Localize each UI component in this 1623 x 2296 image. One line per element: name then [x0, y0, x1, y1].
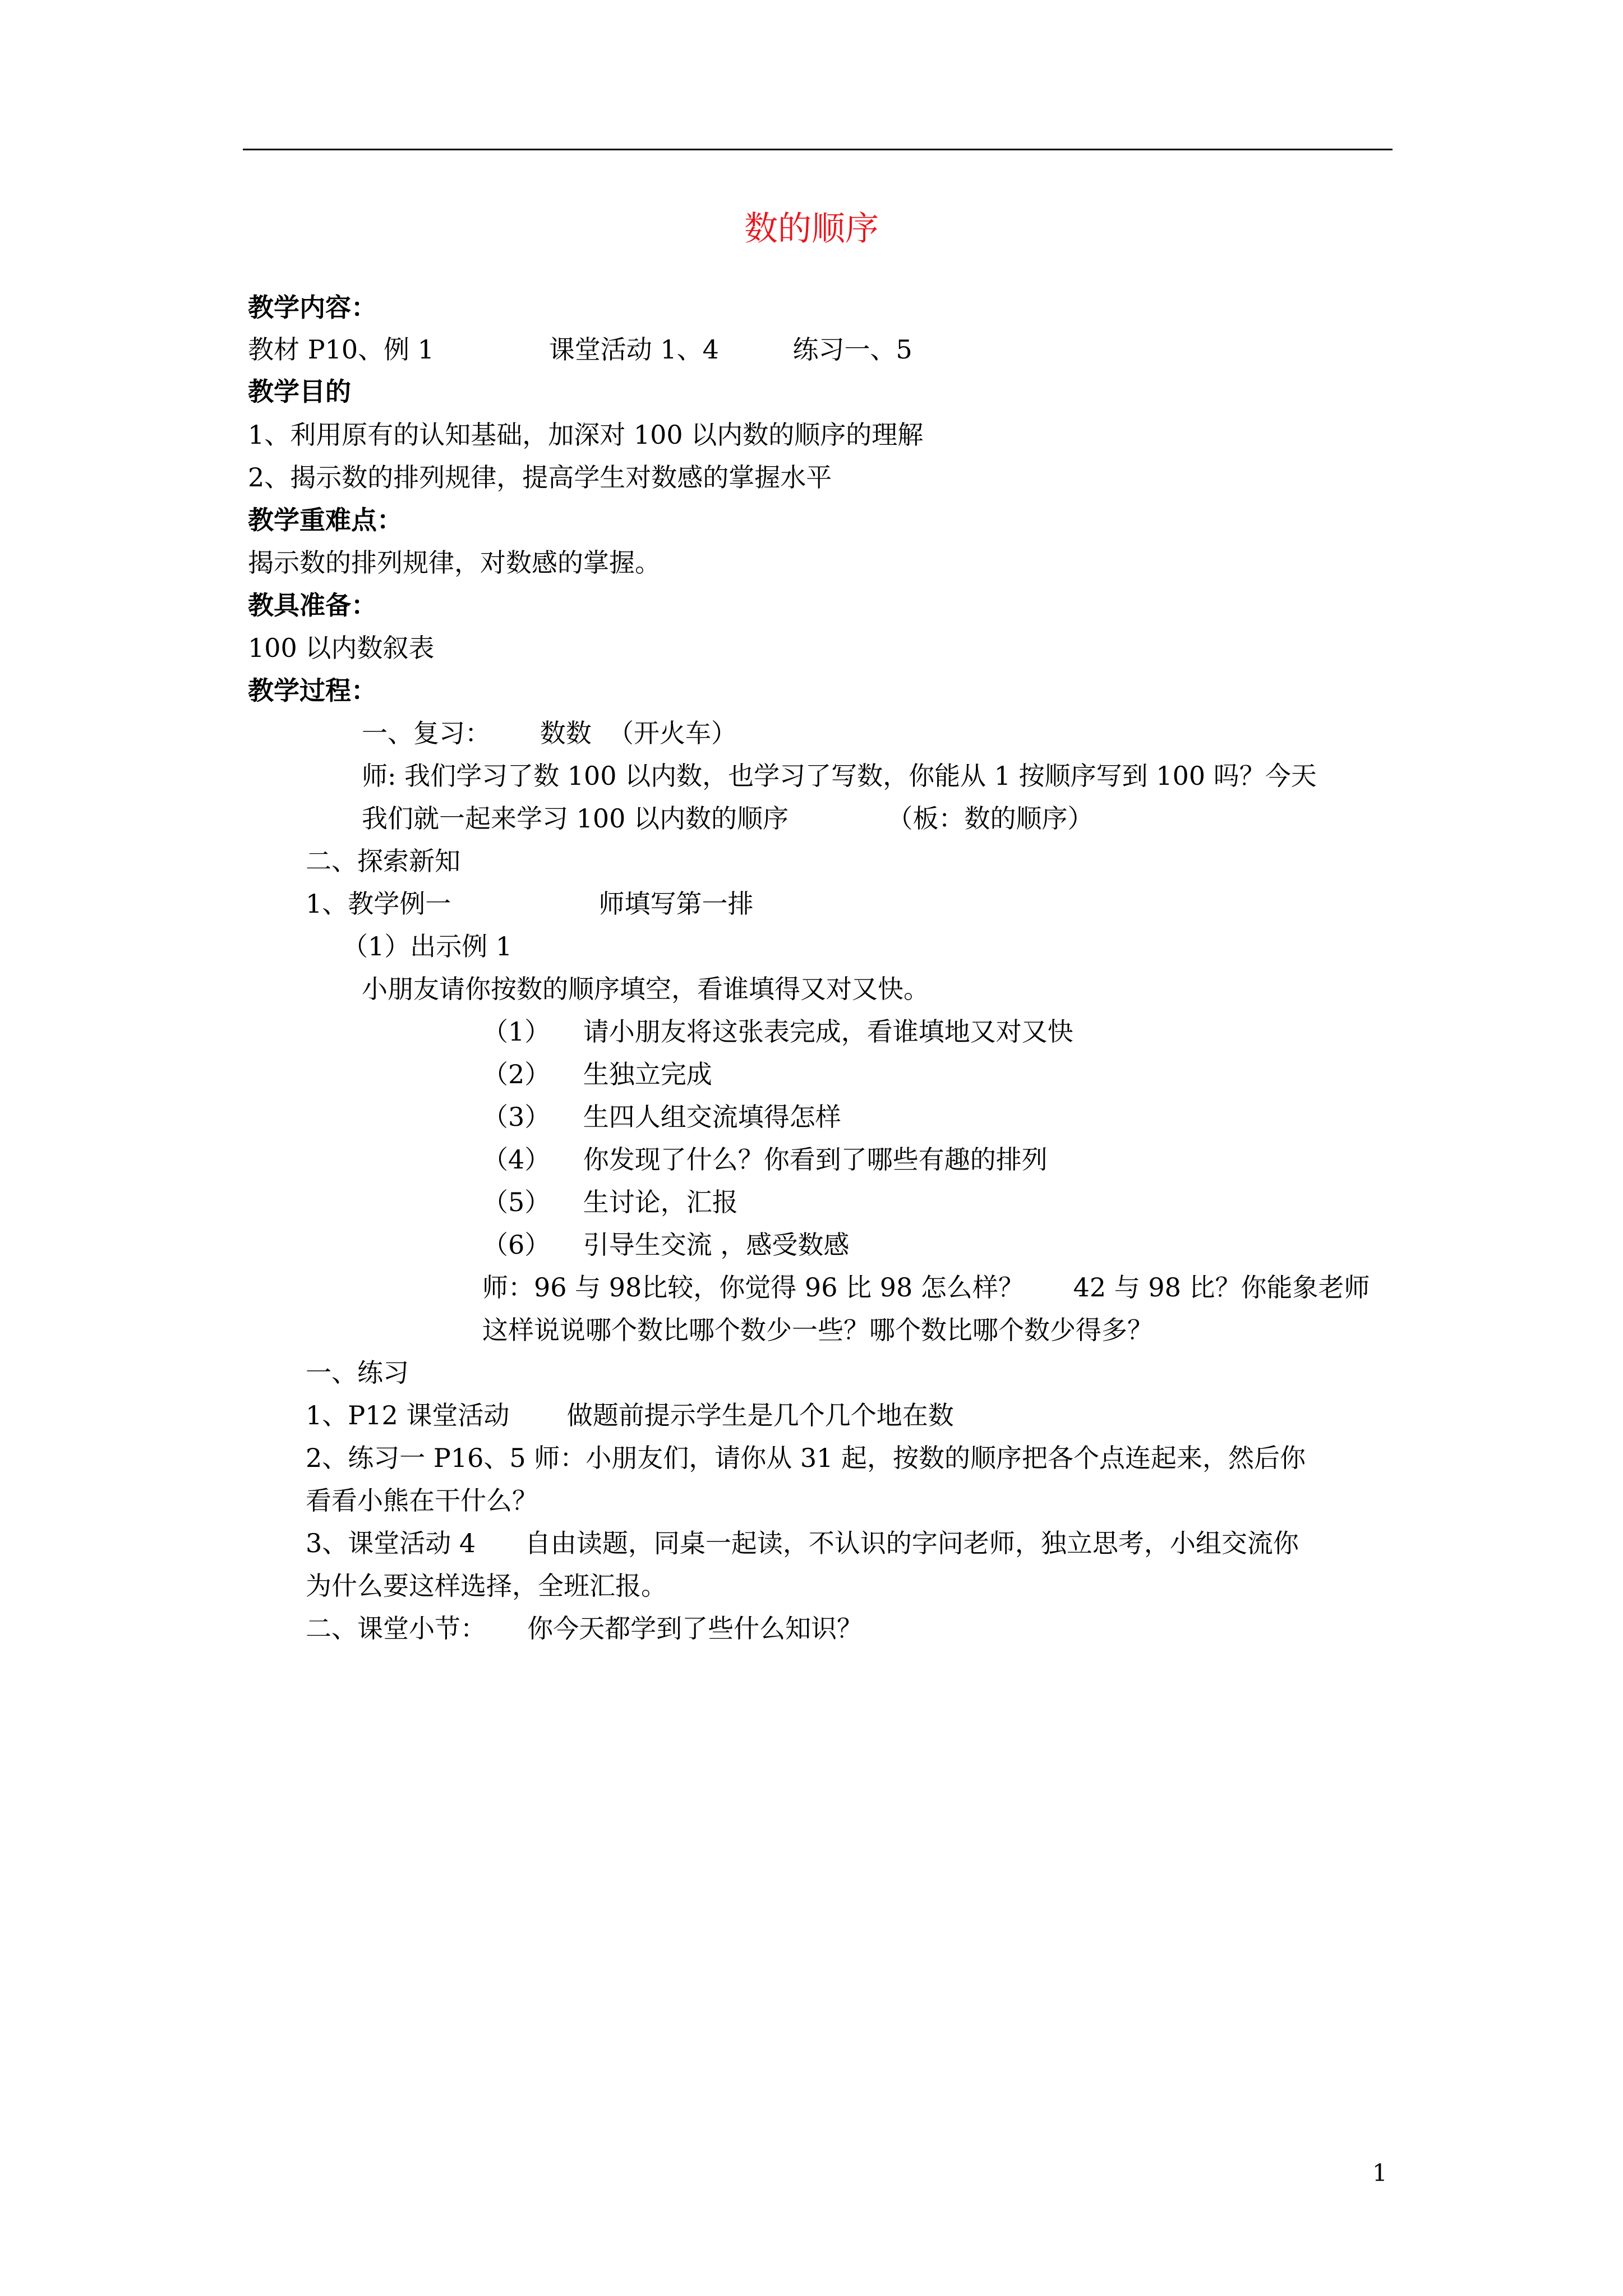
- text-line: （1） 请小朋友将这张表完成，看谁填地又对又快: [482, 1016, 1073, 1047]
- text-line: （6） 引导生交流 ，感受数感: [482, 1230, 850, 1260]
- text-line: 1、利用原有的认知基础，加深对 100 以内数的顺序的理解: [248, 420, 924, 450]
- document-title: 数的顺序: [744, 209, 879, 249]
- text-line: 小朋友请你按数的顺序填空，看谁填得又对又快。: [362, 974, 929, 1004]
- text-line: 教具准备：: [248, 590, 377, 620]
- text-line: （3） 生四人组交流填得怎样: [482, 1102, 841, 1132]
- text-line: 这样说说哪个数比哪个数少一些？哪个数比哪个数少得多？: [482, 1315, 1153, 1345]
- text-line: 一、练习: [306, 1358, 409, 1388]
- text-line: 教学内容：: [248, 292, 377, 323]
- text-line: 3、课堂活动 4 自由读题，同桌一起读，不认识的字问老师，独立思考，小组交流你: [306, 1528, 1299, 1558]
- text-line: 二、探索新知: [306, 846, 460, 876]
- page-number: 1: [1372, 2159, 1387, 2187]
- text-line: 2、揭示数的排列规律，提高学生对数感的掌握水平: [248, 462, 832, 493]
- text-line: 揭示数的排列规律，对数感的掌握。: [248, 547, 661, 578]
- text-line: （4） 你发现了什么？你看到了哪些有趣的排列: [482, 1144, 1048, 1175]
- text-line: 1、教学例一 师填写第一排: [306, 889, 754, 919]
- header-rule: [243, 149, 1393, 150]
- text-line: 教学重难点：: [248, 505, 403, 535]
- text-line: 100 以内数叙表: [248, 633, 435, 663]
- text-line: 教学目的: [248, 376, 351, 407]
- text-line: 我们就一起来学习 100 以内数的顺序 （板：数的顺序）: [362, 803, 1094, 834]
- text-line: 看看小熊在干什么？: [306, 1485, 538, 1516]
- text-line: 2、练习一 P16、5 师：小朋友们，请你从 31 起，按数的顺序把各个点连起来，然后你: [306, 1443, 1306, 1473]
- text-line: 二、课堂小节： 你今天都学到了些什么知识？: [306, 1613, 863, 1644]
- text-line: （5） 生讨论，汇报: [482, 1187, 738, 1217]
- text-line: 教材 P10、例 1 课堂活动 1、4 练习一、5: [248, 334, 912, 365]
- text-line: 1、P12 课堂活动 做题前提示学生是几个几个地在数: [306, 1400, 954, 1430]
- text-line: 师: 我们学习了数 100 以内数，也学习了写数，你能从 1 按顺序写到 100 吗？今天: [362, 761, 1317, 791]
- text-line: 教学过程：: [248, 675, 377, 706]
- text-line: 一、复习： 数数 （开火车）: [362, 718, 737, 748]
- text-line: 为什么要这样选择，全班汇报。: [306, 1571, 667, 1601]
- text-line: （1）出示例 1: [342, 931, 513, 961]
- text-line: 师：96 与 98比较，你觉得 96 比 98 怎么样？ 42 与 98 比？你能象老师: [482, 1272, 1370, 1303]
- text-line: （2） 生独立完成: [482, 1059, 712, 1089]
